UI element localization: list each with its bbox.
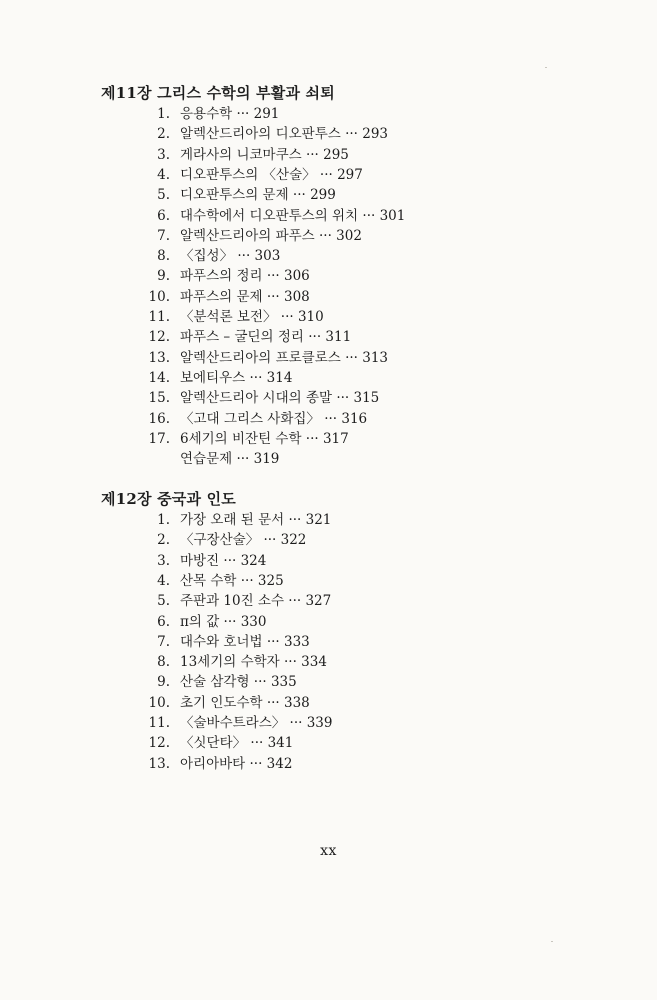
entry-title: 〈싯단타〉 ··· 341 bbox=[180, 735, 294, 752]
entry-number: 14. bbox=[148, 369, 170, 386]
toc-entry bbox=[0, 124, 657, 144]
toc-entry bbox=[0, 165, 657, 185]
entry-number: 16. bbox=[148, 410, 170, 427]
entry-number: 4. bbox=[157, 166, 170, 183]
entry-number: 15. bbox=[148, 390, 170, 407]
entry-number: 6. bbox=[157, 207, 170, 224]
entry-title: 디오판투스의 문제 ··· 299 bbox=[180, 187, 336, 204]
toc-entry bbox=[0, 327, 657, 347]
toc-entry bbox=[0, 185, 657, 205]
entry-number: 8. bbox=[157, 654, 170, 671]
entry-title: 〈분석론 보전〉 ··· 310 bbox=[180, 309, 324, 325]
toc-entry bbox=[0, 632, 657, 652]
entry-number: 13. bbox=[148, 349, 170, 366]
entry-number: 6. bbox=[157, 613, 170, 630]
toc-entry bbox=[0, 510, 657, 530]
toc-entry bbox=[0, 145, 657, 165]
toc-entry bbox=[0, 612, 657, 632]
entry-number: 4. bbox=[157, 572, 170, 589]
entry-title: 연습문제 ··· 319 bbox=[180, 451, 280, 468]
entry-number: 7. bbox=[157, 227, 170, 244]
toc-entry bbox=[0, 226, 657, 246]
toc-entry bbox=[0, 591, 657, 611]
entry-number: 17. bbox=[148, 430, 170, 447]
chapter-heading: 제12장 중국과 인도 bbox=[101, 490, 236, 508]
page-number: xx bbox=[320, 843, 337, 859]
toc-entry bbox=[0, 206, 657, 226]
toc-entry bbox=[0, 388, 657, 408]
entry-title: 대수와 호너법 ··· 333 bbox=[180, 633, 310, 650]
entry-title: 6세기의 비잔틴 수학 ··· 317 bbox=[180, 430, 349, 447]
entry-title: 아리아바타 ··· 342 bbox=[180, 755, 293, 772]
entry-title: 디오판투스의 〈산술〉 ··· 297 bbox=[180, 166, 363, 183]
toc-entry bbox=[0, 571, 657, 591]
toc-entry bbox=[0, 530, 657, 550]
entry-title: 대수학에서 디오판투스의 위치 ··· 301 bbox=[180, 207, 406, 224]
toc-entry bbox=[0, 713, 657, 733]
entry-number: 8. bbox=[157, 248, 170, 265]
entry-number: 3. bbox=[157, 552, 170, 569]
entry-title: 주판과 10진 소수 ··· 327 bbox=[180, 593, 332, 610]
toc-entry bbox=[0, 733, 657, 753]
entry-number: 5. bbox=[157, 187, 170, 204]
toc-entry bbox=[0, 287, 657, 307]
toc-entry bbox=[0, 348, 657, 368]
entry-title: 〈구장산술〉 ··· 322 bbox=[180, 532, 307, 549]
entry-number: 11. bbox=[148, 715, 170, 731]
entry-title: 파푸스의 정리 ··· 306 bbox=[180, 268, 310, 285]
toc-entry bbox=[0, 672, 657, 692]
entry-number: 13. bbox=[148, 755, 170, 772]
toc-entry bbox=[0, 754, 657, 774]
entry-title: 파푸스의 문제 ··· 308 bbox=[180, 288, 310, 305]
entry-number: 12. bbox=[148, 329, 170, 346]
toc-entry bbox=[0, 246, 657, 266]
entry-number: 10. bbox=[148, 694, 170, 711]
toc-entry bbox=[0, 449, 657, 469]
entry-number: 9. bbox=[157, 268, 170, 285]
entry-title: 알렉산드리아의 프로클로스 ··· 313 bbox=[180, 349, 389, 366]
entry-number: 7. bbox=[157, 633, 170, 650]
entry-title: 산목 수학 ··· 325 bbox=[180, 572, 284, 589]
entry-title: 게라사의 니코마쿠스 ··· 295 bbox=[180, 146, 349, 163]
entry-title: 파푸스 – 굴딘의 정리 ··· 311 bbox=[180, 329, 352, 346]
entry-number: 11. bbox=[148, 309, 170, 325]
entry-number: 5. bbox=[157, 593, 170, 610]
toc-entry bbox=[0, 266, 657, 286]
entry-title: 응용수학 ··· 291 bbox=[180, 106, 280, 122]
toc-entry bbox=[0, 429, 657, 449]
entry-number: 3. bbox=[157, 146, 170, 163]
entry-title: 〈집성〉 ··· 303 bbox=[180, 248, 281, 265]
entry-title: 알렉산드리아 시대의 종말 ··· 315 bbox=[180, 390, 380, 407]
entry-number: 1. bbox=[157, 512, 170, 528]
toc-entry bbox=[0, 409, 657, 429]
entry-number: 2. bbox=[157, 532, 170, 549]
entry-number: 10. bbox=[148, 288, 170, 305]
toc-entry bbox=[0, 652, 657, 672]
entry-title: 마방진 ··· 324 bbox=[180, 552, 267, 569]
entry-title: 13세기의 수학자 ··· 334 bbox=[180, 654, 327, 671]
entry-title: π의 값 ··· 330 bbox=[180, 613, 267, 630]
entry-number: 2. bbox=[157, 126, 170, 143]
toc-entry bbox=[0, 551, 657, 571]
paper-speck bbox=[551, 941, 553, 942]
entry-title: 알렉산드리아의 디오판투스 ··· 293 bbox=[180, 126, 389, 143]
entry-title: 〈고대 그리스 사화집〉 ··· 316 bbox=[180, 410, 368, 427]
chapter-heading: 제11장 그리스 수학의 부활과 쇠퇴 bbox=[101, 84, 335, 102]
entry-number: 9. bbox=[157, 674, 170, 691]
toc-entry bbox=[0, 307, 657, 327]
entry-title: 가장 오래 된 문서 ··· 321 bbox=[180, 512, 332, 528]
entry-number: 12. bbox=[148, 735, 170, 752]
entry-title: 알렉산드리아의 파푸스 ··· 302 bbox=[180, 227, 362, 244]
entry-title: 〈술바수트라스〉 ··· 339 bbox=[180, 715, 333, 731]
toc-entry bbox=[0, 368, 657, 388]
toc-entry bbox=[0, 104, 657, 124]
toc-entry bbox=[0, 693, 657, 713]
entry-title: 보에티우스 ··· 314 bbox=[180, 369, 293, 386]
entry-title: 산술 삼각형 ··· 335 bbox=[180, 674, 297, 691]
paper-speck bbox=[545, 67, 547, 68]
entry-title: 초기 인도수학 ··· 338 bbox=[180, 694, 310, 711]
entry-number: 1. bbox=[157, 106, 170, 122]
